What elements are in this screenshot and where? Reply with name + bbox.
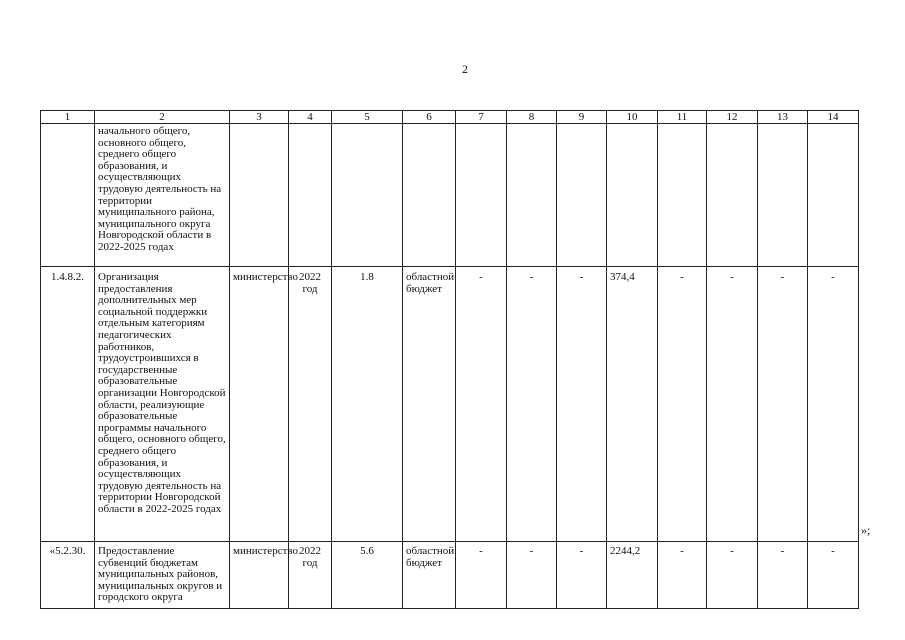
closing-quote-mark: »; [861, 523, 871, 537]
amount-cell: - [808, 542, 859, 609]
row-number: 1.4.8.2. [41, 267, 95, 542]
period-cell: 2022 год [289, 542, 332, 609]
row-number: «5.2.30. [41, 542, 95, 609]
amount-cell: 374,4 [607, 267, 658, 542]
period-cell: 2022 год [289, 267, 332, 542]
table-cell [758, 124, 808, 267]
executor-cell: министерство [230, 267, 289, 542]
table-cell [230, 124, 289, 267]
table-cell [607, 124, 658, 267]
column-header: 8 [507, 111, 557, 124]
column-header: 3 [230, 111, 289, 124]
amount-cell: - [808, 267, 859, 542]
amount-cell: - [758, 542, 808, 609]
amount-cell: - [557, 267, 607, 542]
column-header: 5 [332, 111, 403, 124]
amount-cell: - [758, 267, 808, 542]
table-cell [507, 124, 557, 267]
amount-cell: - [707, 267, 758, 542]
activity-description: Организация предоставления дополнительных мер социальной поддержки отдельным категориям педагогических работников, трудоустроившихся в государственные образовательные организации Новгородской области, реализующие образовательные программы начального общего, основного общего, среднего общего образования, и осуществляющих трудовую деятельность на территории Новгородской области в 2022-2025 годах [95, 267, 230, 542]
table-cell [456, 124, 507, 267]
amount-cell: - [658, 542, 707, 609]
row-number [41, 124, 95, 267]
column-header: 4 [289, 111, 332, 124]
amount-cell: - [507, 267, 557, 542]
activity-description: Предоставление субвенций бюджетам муниципальных районов, муниципальных округов и городского округа [95, 542, 230, 609]
column-header: 13 [758, 111, 808, 124]
target-indicator-cell: 1.8 [332, 267, 403, 542]
amount-cell: 2244,2 [607, 542, 658, 609]
table-row [41, 542, 859, 609]
column-header: 12 [707, 111, 758, 124]
column-header: 7 [456, 111, 507, 124]
target-indicator-cell: 5.6 [332, 542, 403, 609]
column-header: 14 [808, 111, 859, 124]
amount-cell: - [507, 542, 557, 609]
amount-cell: - [456, 542, 507, 609]
header-row [41, 111, 859, 124]
table-cell [557, 124, 607, 267]
column-header: 2 [95, 111, 230, 124]
funding-source-cell: областной бюджет [403, 542, 456, 609]
amount-cell: - [658, 267, 707, 542]
table-cell [808, 124, 859, 267]
activity-description: начального общего, основного общего, среднего общего образования, и осуществляющих трудовую деятельность на территории муниципального района, муниципального округа Новгородской области в 2022-2025 годах [95, 124, 230, 267]
table-cell [332, 124, 403, 267]
program-table [40, 110, 859, 609]
table-row [41, 124, 859, 267]
column-header: 11 [658, 111, 707, 124]
amount-cell: - [557, 542, 607, 609]
table-cell [658, 124, 707, 267]
column-header: 1 [41, 111, 95, 124]
table-cell [403, 124, 456, 267]
table-cell [707, 124, 758, 267]
column-header: 9 [557, 111, 607, 124]
page-number: 2 [462, 62, 468, 76]
table-cell [289, 124, 332, 267]
column-header: 6 [403, 111, 456, 124]
table-row [41, 267, 859, 542]
executor-cell: министерство [230, 542, 289, 609]
amount-cell: - [707, 542, 758, 609]
column-header: 10 [607, 111, 658, 124]
funding-source-cell: областной бюджет [403, 267, 456, 542]
amount-cell: - [456, 267, 507, 542]
